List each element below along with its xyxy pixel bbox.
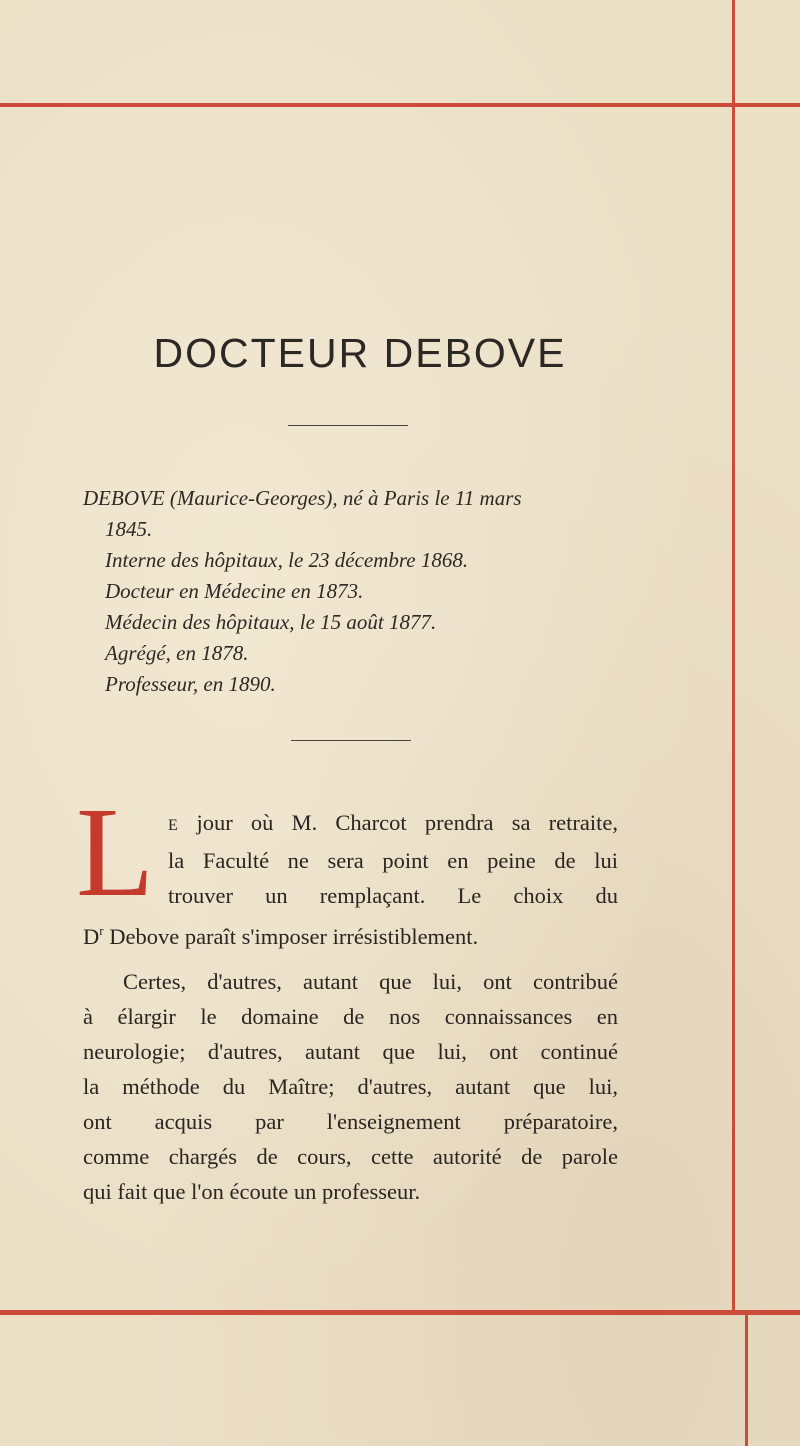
- text-line: à élargir le domaine de nos connaissances en: [83, 1004, 618, 1029]
- paragraph-2: [83, 964, 618, 1209]
- text-fragment: Debove paraît s'imposer irrésistiblement.: [103, 924, 479, 949]
- bio-line: 1845.: [105, 517, 153, 541]
- bio-line: Médecin des hôpitaux, le 15 août 1877.: [105, 610, 437, 634]
- drop-cap: L: [76, 781, 155, 923]
- small-cap-letter: E: [168, 817, 179, 834]
- bio-line: Interne des hôpitaux, le 23 décembre 1868.: [105, 548, 469, 572]
- right-frame-rule-lower: [745, 1315, 748, 1446]
- text-line: trouver un remplaçant. Le choix du: [168, 883, 618, 908]
- doctor-abbrev: D: [83, 924, 100, 949]
- text-line: [83, 805, 618, 843]
- doctor-abbrev-sup: r: [99, 923, 104, 938]
- paragraph-1: [83, 805, 618, 954]
- page-title: DOCTEUR DEBOVE: [153, 330, 567, 376]
- bio-line: Agrégé, en 1878.: [105, 641, 249, 665]
- text-line: la méthode du Maître; d'autres, autant que lui,: [83, 1074, 618, 1099]
- bio-separator: [291, 740, 411, 741]
- text-line: la Faculté ne sera point en peine de lui: [168, 848, 618, 873]
- biography-block: [83, 483, 643, 700]
- text-fragment: jour où M. Charcot prendra sa retraite,: [178, 810, 618, 835]
- body-text: [83, 805, 618, 1209]
- bottom-frame-rule: [0, 1310, 800, 1315]
- text-line: qui fait que l'on écoute un professeur.: [83, 1179, 421, 1204]
- text-line: [83, 913, 618, 954]
- bio-line: Professeur, en 1890.: [105, 672, 276, 696]
- right-frame-rule: [732, 0, 735, 1315]
- title-separator: [288, 425, 408, 426]
- top-frame-rule: [0, 103, 800, 107]
- text-line: ont acquis par l'enseignement préparatoire,: [83, 1109, 618, 1134]
- bio-line: DEBOVE (Maurice-Georges), né à Paris le 11 mars: [83, 486, 522, 510]
- text-line: Certes, d'autres, autant que lui, ont contribué: [123, 969, 618, 994]
- text-line: comme chargés de cours, cette autorité de parole: [83, 1144, 618, 1169]
- text-line: neurologie; d'autres, autant que lui, ont continué: [83, 1039, 618, 1064]
- bio-line: Docteur en Médecine en 1873.: [105, 579, 364, 603]
